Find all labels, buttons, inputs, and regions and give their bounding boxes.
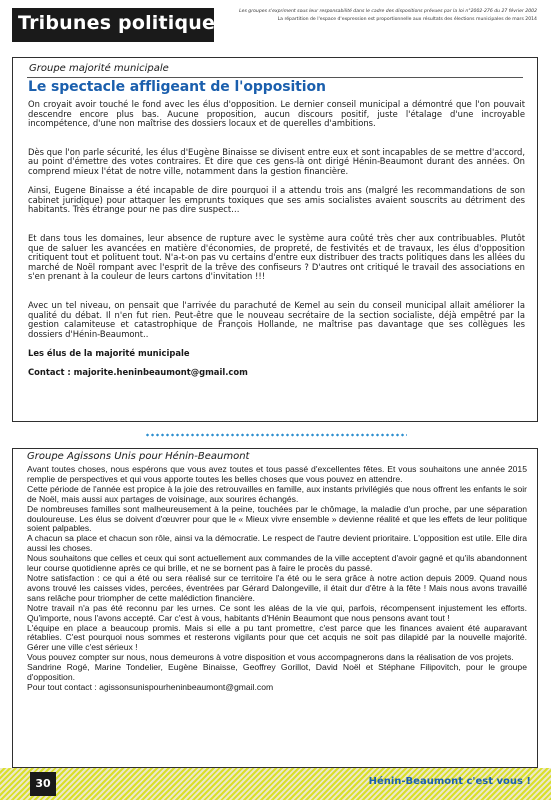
opposition-paragraph: Notre travail n'a pas été reconnu par les urnes. Ce sont les aléas de la vie qui, parfois, récompensent injustement les efforts. Qu'importe, nous l'avons accepté. Car c'est à vous, habitants d'Hénin Beaumont que nous pensons avant tout ! xyxy=(27,602,527,623)
opposition-paragraph: Cette période de l'année est propice à la joie des retrouvailles en famille, aux instants privilégiés que nous offrent les enfants le soir de Noël, mais aussi aux partages de voisinage, aux sourires échangés. xyxy=(27,483,527,504)
page-title: Tribunes politiques xyxy=(18,12,227,34)
majority-group-label: Groupe majorité municipale xyxy=(29,63,169,74)
opposition-signatories: Sandrine Rogé, Marine Tondelier, Eugène Binaisse, Geoffrey Gorillot, David Noël et Stéphane Filipovitch, pour le groupe d'opposition. xyxy=(27,662,527,683)
majority-contact: Contact : majorite.heninbeaumont@gmail.com xyxy=(28,367,248,378)
majority-paragraph: Avec un tel niveau, on pensait que l'arrivée du parachuté de Kemel au sein du conseil municipal allait améliorer la qualité du débat. Il n'en fut rien. Peut-être que le nouveau secrétaire de la section socialiste, déjà empêtré par la gestion calamiteuse et catastrophique de François Hollande, ne maîtrise pas davantage que ses collègues les dossiers d'Hénin-Beaumont.. xyxy=(28,299,525,339)
dotted-divider xyxy=(145,433,407,437)
opposition-paragraph: L'équipe en place a beaucoup promis. Mais si elle a pu tant promettre, c'est parce que les finances avaient été auparavant rétablies. C'est pourquoi nous sommes et resterons vigilants pour que cet acquis ne soit pas dilapidé par la nouvelle majorité. Gérer une ville c'est sérieux ! xyxy=(27,622,527,653)
opposition-group-label: Groupe Agissons Unis pour Hénin-Beaumont xyxy=(27,451,250,462)
majority-body xyxy=(28,100,525,387)
opposition-paragraph: A chacun sa place et chacun son rôle, ainsi va la démocratie. Le respect de l'autre devient prioritaire. L'opposition est utile. Elle dira aussi les choses. xyxy=(27,533,527,554)
majority-paragraph: On croyait avoir touché le fond avec les élus d'opposition. Le dernier conseil municipal a démontré que l'on pouvait descendre encore plus bas. Aucune proposition, aucun discours positif, juste l'étalage d'une incroyable incompétence, d'une non maîtrise des dossiers locaux et de querelles d'ambitions. xyxy=(28,99,525,129)
opposition-paragraph: De nombreuses familles sont malheureusement à la peine, touchées par le chômage, la maladie d'un proche, par une séparation douloureuse. Les élus se doivent d'œuvrer pour que le « Mieux vivre ensemble » devienne réalité et que les effets de leur politique soient palpables. xyxy=(27,503,527,534)
opposition-paragraph: Nous souhaitons que celles et ceux qui sont actuellement aux commandes de la ville acceptent d'avoir gagné et qu'ils abandonnent leur course quotidienne après ce qui brille, et ne se bornent pas à faire le procès du passé. xyxy=(27,553,527,574)
footer-slogan: Hénin-Beaumont c'est vous ! xyxy=(368,776,531,787)
opposition-body xyxy=(27,465,527,693)
page-number: 30 xyxy=(30,772,56,796)
opposition-contact: Pour tout contact : agissonsunispourheninbeaumont@gmail.com xyxy=(27,681,274,692)
legal-notice-line-1: Les groupes s'expriment sous leur responsabilité dans le cadre des dispositions prévues par la loi n°2002-276 du 27 février 2002 xyxy=(239,9,537,14)
section-rule xyxy=(27,77,523,78)
legal-notice-line-2: La répartition de l'espace d'expression est proportionnelle aux résultats des élections municipales de mars 2014 xyxy=(277,17,537,22)
legal-notice xyxy=(222,8,537,24)
opposition-tribune xyxy=(12,448,538,768)
page-header xyxy=(0,0,551,50)
majority-paragraph: Dès que l'on parle sécurité, les élus d'Eugène Binaisse se divisent entre eux et sont incapables de se mettre d'accord, au point d'émettre des votes contraires. Et dire que ces gens-là ont dirigé Hénin-Beaumont durant des années. On comprend mieux l'état de notre ville, notamment dans la gestion financière. xyxy=(28,146,525,176)
page-footer xyxy=(0,768,551,800)
majority-headline: Le spectacle affligeant de l'opposition xyxy=(28,79,326,95)
majority-tribune xyxy=(12,57,538,422)
majority-signature: Les élus de la majorité municipale xyxy=(28,347,190,358)
majority-paragraph: Et dans tous les domaines, leur absence de rupture avec le système aura coûté très cher aux contribuables. Plutôt que de saluer les avancées en matière d'économies, de propreté, de festivités et de travaux, les élus d'opposition critiquent tout et polituent tout. N'a-t-on pas vu certains d'entre eux distribuer des tracts politiques dans les allées du marché de Noël rompant avec l'esprit de la trêve des confiseurs ? D'autres ont critiqué le travail des associations en s'en prenant à la couleur de leurs cartons d'invitation !!! xyxy=(28,232,525,282)
opposition-paragraph: Notre satisfaction : ce qui a été ou sera réalisé sur ce territoire l'a été ou le sera grâce à notre action depuis 2009. Quand nous avons trouvé les caisses vides, percées, éventrées par Gérard Dalongeville, il était dur d'être à la fête ! Mais nous avons travaillé sans relâche pour triompher de cette malédiction financière. xyxy=(27,572,527,603)
opposition-paragraph: Avant toutes choses, nous espérons que vous avez toutes et tous passé d'excellentes fêtes. Et vous souhaitons une année 2015 remplie de perspectives et qui vous apporte toutes les belles choses que vous pouvez en attendre. xyxy=(27,464,527,484)
majority-paragraph: Ainsi, Eugene Binaisse a été incapable de dire pourquoi il a attendu trois ans (malgré les recommandations de son cabinet juridique) pour attaquer les emprunts toxiques que ses amis socialistes avaient souscrits au détriment des habitants. Très étrange pour ne pas dire suspect… xyxy=(28,185,525,215)
opposition-paragraph: Vous pouvez compter sur nous, nous demeurons à votre disposition et vous accompagnerons dans la réalisation de vos projets. xyxy=(27,652,514,663)
